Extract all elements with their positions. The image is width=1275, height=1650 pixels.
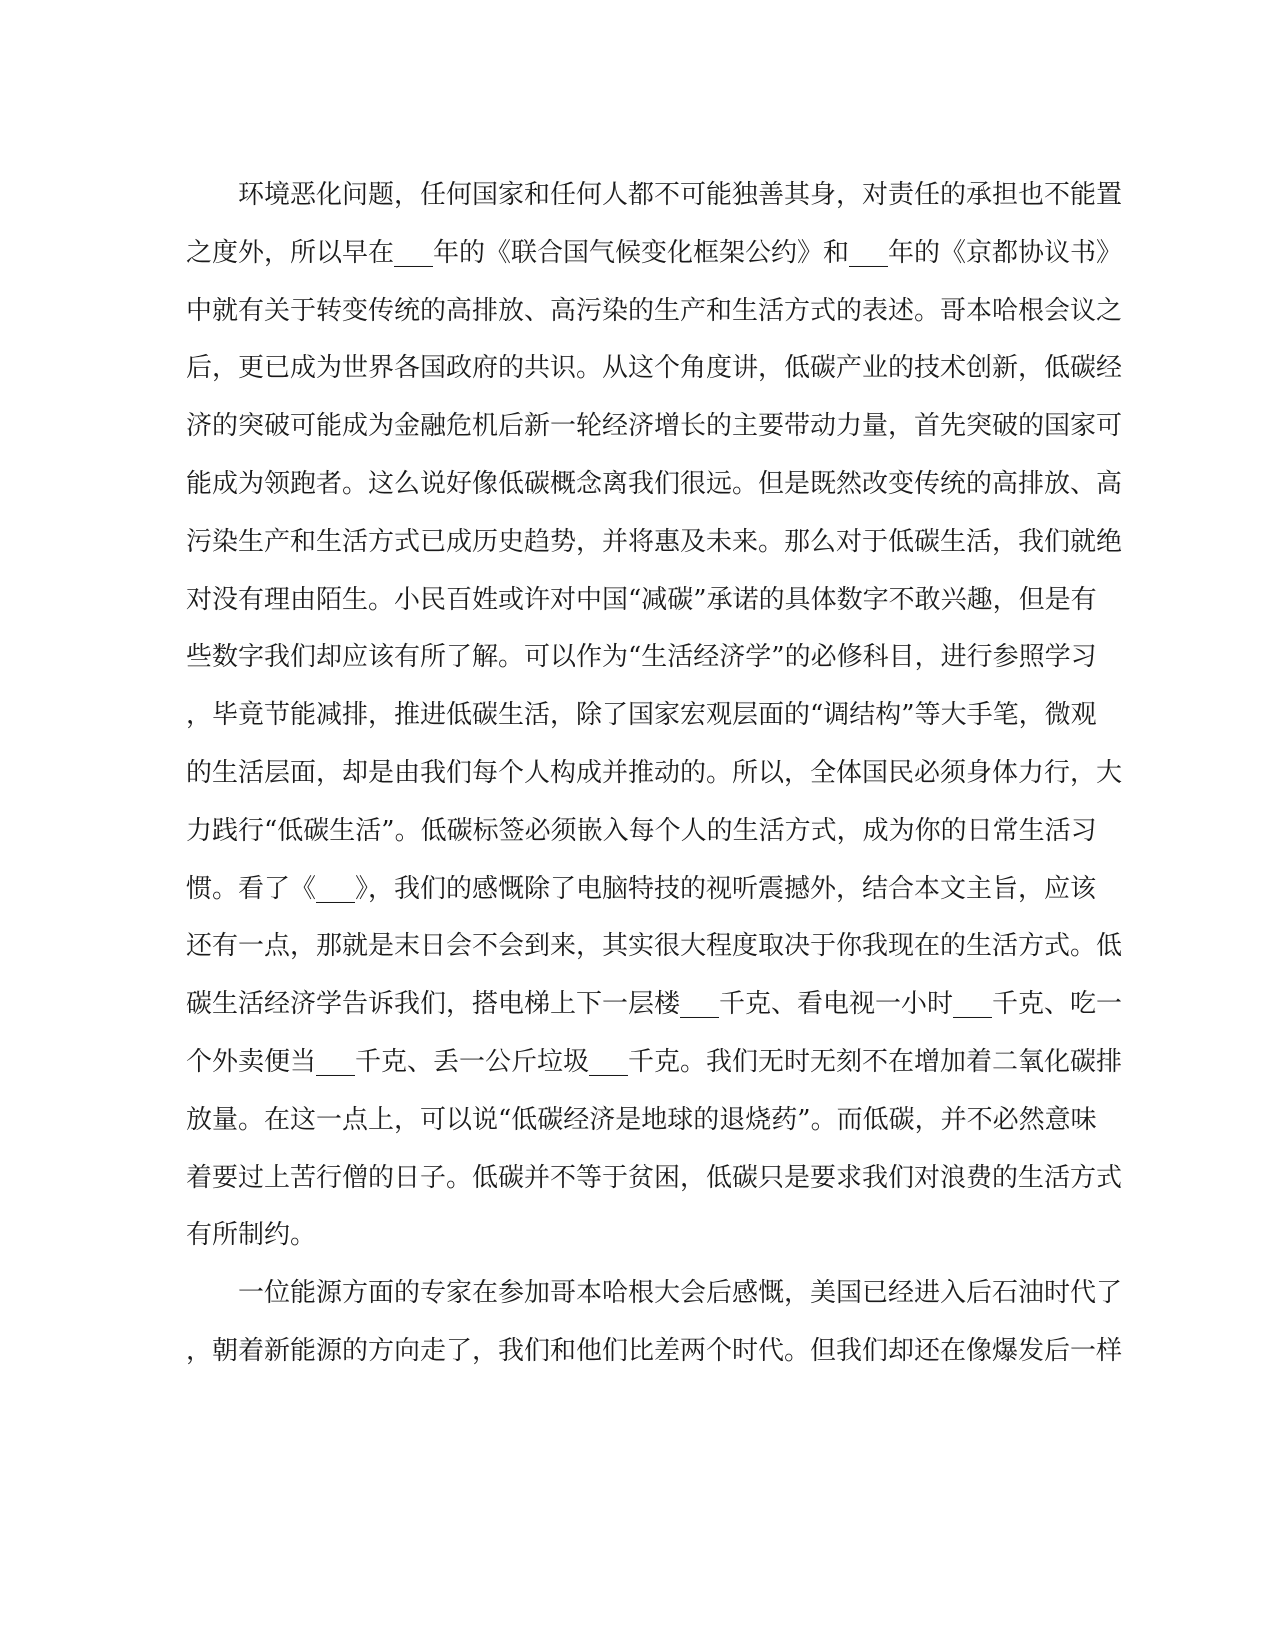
text-line: 之度外，所以早在___年的《联合国气候变化框架公约》和___年的《京都协议书》 (186, 237, 1123, 268)
body-text (186, 167, 1123, 1381)
text-line: 碳生活经济学告诉我们，搭电梯上下一层楼___千克、看电视一小时___千克、吃一 (186, 989, 1123, 1020)
text-line: 放量。在这一点上，可以说“低碳经济是地球的退烧药”。而低碳，并不必然意味 (186, 1104, 1097, 1135)
text-line: ，毕竟节能减排，推进低碳生活，除了国家宏观层面的“调结构”等大手笔，微观 (186, 700, 1097, 731)
paragraph-1 (186, 167, 1123, 1265)
paragraph-2 (186, 1265, 1123, 1381)
text-line: 个外卖便当___千克、丢一公斤垃圾___千克。我们无时无刻不在增加着二氧化碳排 (186, 1046, 1123, 1077)
text-line: 一位能源方面的专家在参加哥本哈根大会后感慨，美国已经进入后石油时代了 (238, 1278, 1123, 1309)
text-line: ，朝着新能源的方向走了，我们和他们比差两个时代。但我们却还在像爆发后一样 (186, 1335, 1123, 1366)
text-line: 对没有理由陌生。小民百姓或许对中国“减碳”承诺的具体数字不敢兴趣，但是有 (186, 584, 1097, 615)
text-line: 些数字我们却应该有所了解。可以作为“生活经济学”的必修科目，进行参照学习 (186, 642, 1097, 673)
text-line: 后，更已成为世界各国政府的共识。从这个角度讲，低碳产业的技术创新，低碳经 (186, 353, 1123, 384)
text-line: 能成为领跑者。这么说好像低碳概念离我们很远。但是既然改变传统的高排放、高 (186, 468, 1123, 499)
text-line: 还有一点，那就是末日会不会到来，其实很大程度取决于你我现在的生活方式。低 (186, 931, 1123, 962)
text-line: 力践行“低碳生活”。低碳标签必须嵌入每个人的生活方式，成为你的日常生活习 (186, 815, 1097, 846)
text-line: 的生活层面，却是由我们每个人构成并推动的。所以，全体国民必须身体力行，大 (186, 757, 1123, 788)
text-line: 有所制约。 (186, 1220, 317, 1251)
text-line: 惯。看了《___》，我们的感慨除了电脑特技的视听震撼外，结合本文主旨，应该 (186, 873, 1097, 904)
text-line: 济的突破可能成为金融危机后新一轮经济增长的主要带动力量，首先突破的国家可 (186, 411, 1123, 442)
text-line: 着要过上苦行僧的日子。低碳并不等于贫困，低碳只是要求我们对浪费的生活方式 (186, 1162, 1123, 1193)
text-line: 中就有关于转变传统的高排放、高污染的生产和生活方式的表述。哥本哈根会议之 (186, 295, 1123, 326)
text-line: 环境恶化问题，任何国家和任何人都不可能独善其身，对责任的承担也不能置 (238, 180, 1123, 210)
text-line: 污染生产和生活方式已成历史趋势，并将惠及未来。那么对于低碳生活，我们就绝 (186, 526, 1123, 557)
